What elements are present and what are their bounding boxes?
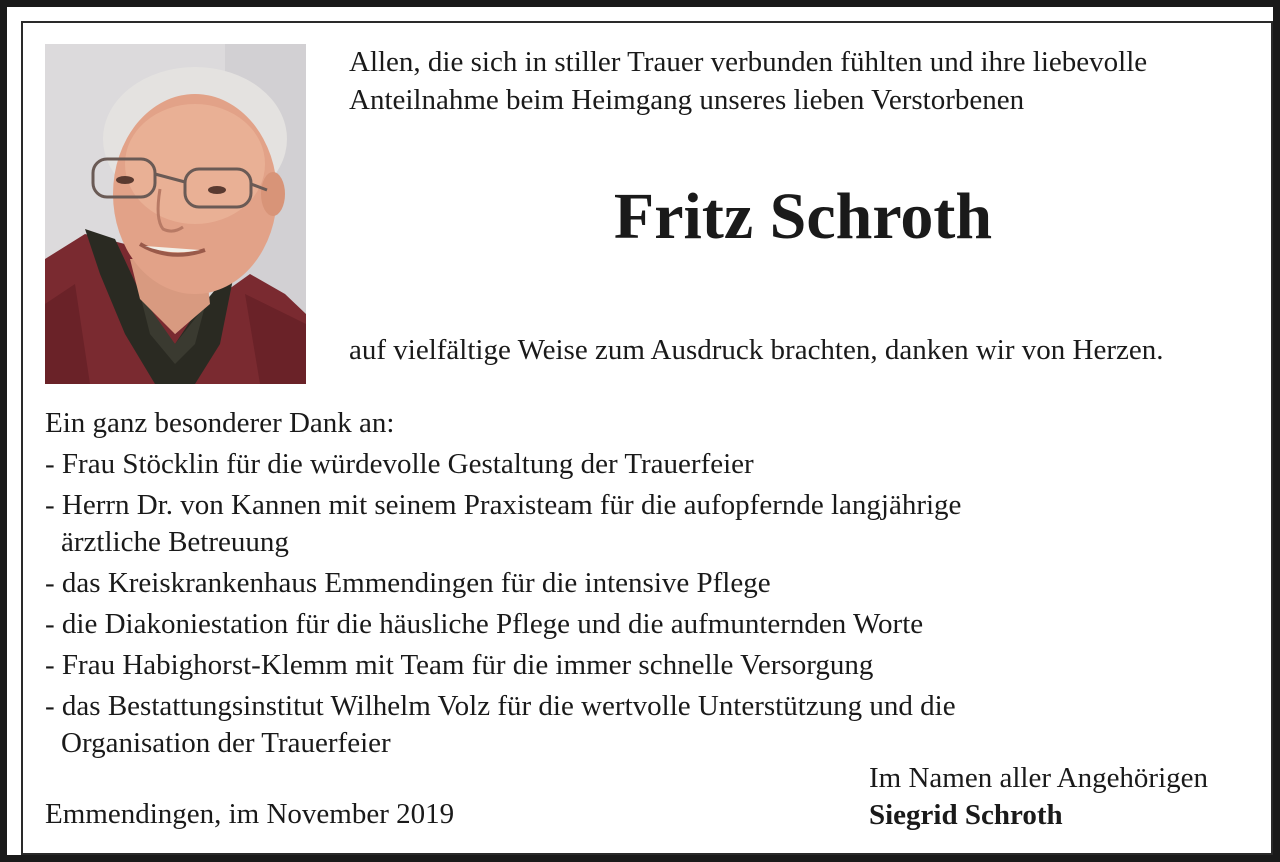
- thanks-item: [45, 646, 1245, 685]
- thanks-item-text: - Herrn Dr. von Kannen mit seinem Praxisteam für die aufopfernde langjährige: [45, 489, 962, 521]
- place-date: Emmendingen, im November 2019: [45, 798, 455, 830]
- signer-name: Siegrid Schroth: [869, 799, 1063, 831]
- thanks-item: [45, 605, 1245, 644]
- thanks-line: auf vielfältige Weise zum Ausdruck brachten, danken wir von Herzen.: [349, 334, 1164, 366]
- thanks-item-text: - das Bestattungsinstitut Wilhelm Volz für die wertvolle Unterstützung und die: [45, 690, 956, 722]
- special-thanks: [45, 404, 1245, 763]
- deceased-name: Fritz Schroth: [613, 180, 993, 253]
- portrait-photo: [45, 44, 306, 384]
- intro-text: [349, 43, 1249, 119]
- thanks-item: [45, 445, 1245, 484]
- thanks-item: [45, 486, 1245, 562]
- thanks-item-continuation: Organisation der Trauerfeier: [61, 727, 391, 759]
- on-behalf-text: Im Namen aller Angehörigen: [869, 762, 1209, 794]
- signoff: [869, 760, 1208, 834]
- thanks-item-text: - das Kreiskrankenhaus Emmendingen für die intensive Pflege: [45, 567, 771, 599]
- thanks-item: [45, 687, 1245, 763]
- thanks-item-continuation: ärztliche Betreuung: [61, 526, 289, 558]
- thanks-item: [45, 564, 1245, 603]
- special-thanks-heading: Ein ganz besonderer Dank an:: [45, 407, 395, 439]
- intro-line-1: Allen, die sich in stiller Trauer verbunden fühlten und ihre liebevolle: [349, 46, 1148, 78]
- intro-line-2: Anteilnahme beim Heimgang unseres lieben Verstorbenen: [349, 84, 1025, 116]
- thanks-item-text: - Frau Habighorst-Klemm mit Team für die immer schnelle Versorgung: [45, 649, 874, 681]
- thanks-item-text: - Frau Stöcklin für die würdevolle Gestaltung der Trauerfeier: [45, 448, 754, 480]
- thanks-item-text: - die Diakoniestation für die häusliche Pflege und die aufmunternden Worte: [45, 608, 924, 640]
